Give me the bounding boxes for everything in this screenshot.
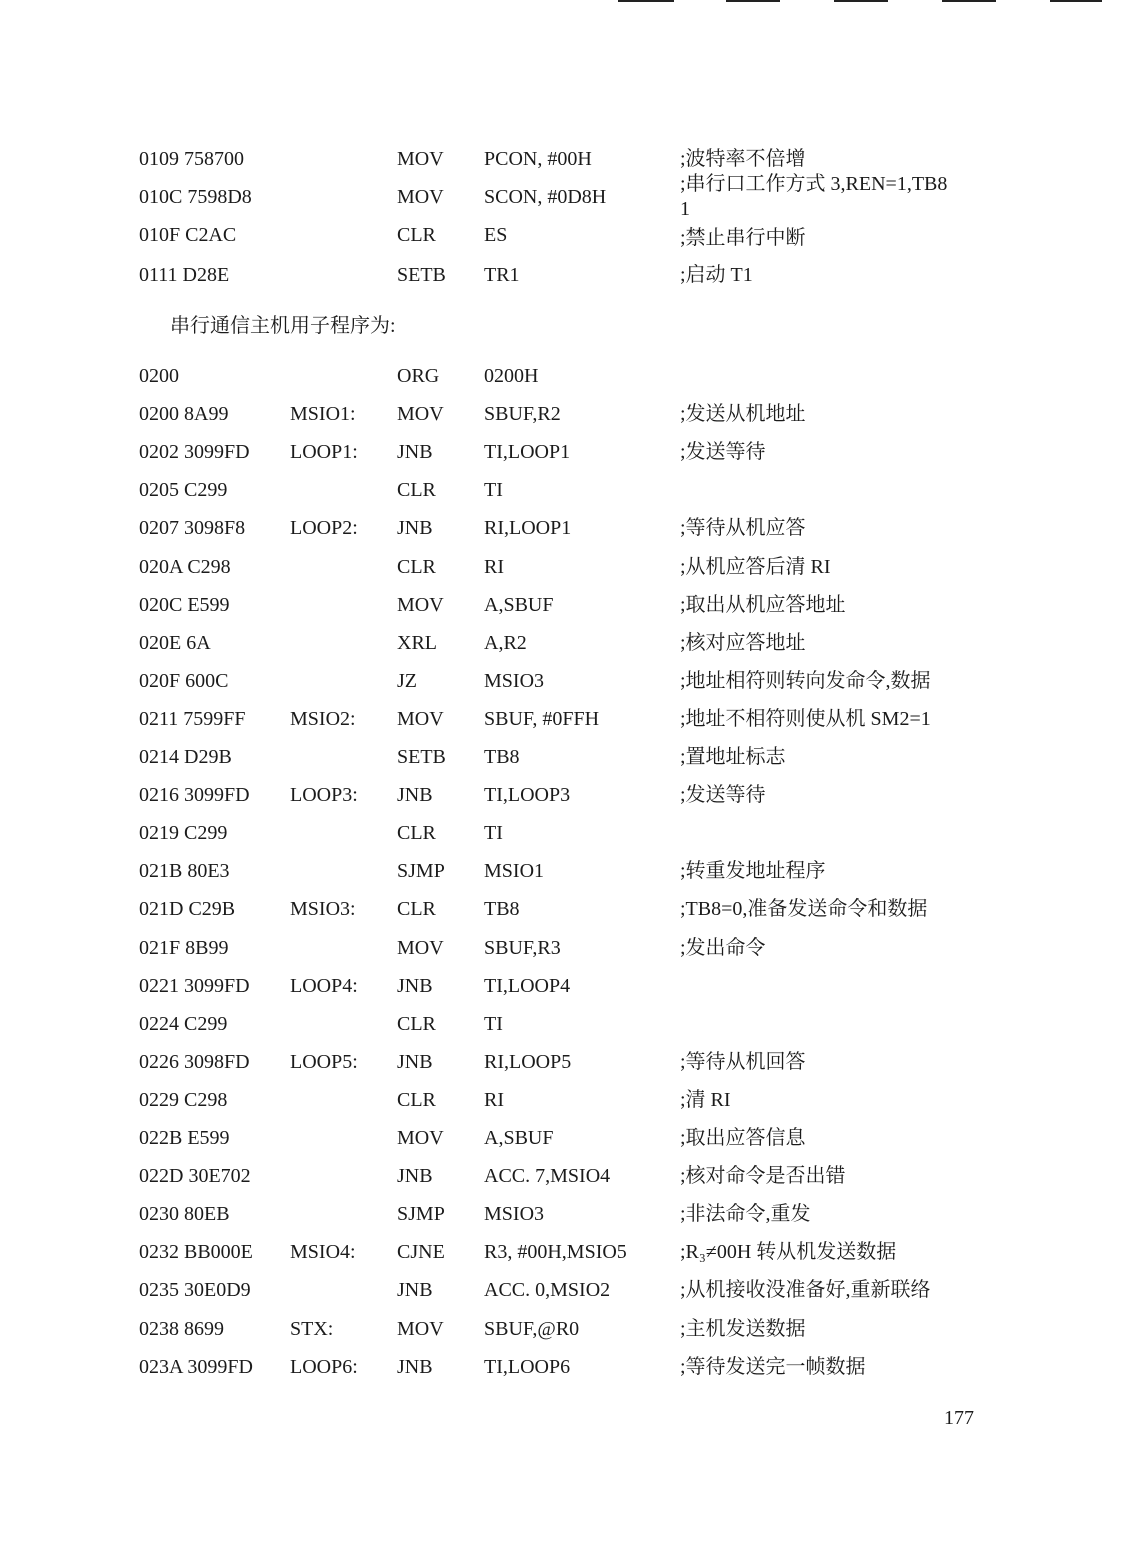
opcode: CLR [397, 224, 436, 246]
operands: RI,LOOP5 [484, 1051, 572, 1073]
comment: ;取出从机应答地址 [680, 594, 846, 616]
address: 020F 600C [139, 670, 229, 692]
opcode: CJNE [397, 1241, 445, 1263]
opcode: MOV [397, 186, 444, 208]
label: MSIO1: [290, 403, 356, 425]
operands: SBUF,@R0 [484, 1318, 580, 1340]
comment: ;TB8=0,准备发送命令和数据 [680, 898, 928, 920]
address: 0238 8699 [139, 1318, 224, 1340]
opcode: JNB [397, 784, 433, 806]
operands: MSIO3 [484, 670, 545, 692]
address: 0200 [139, 365, 179, 387]
opcode: MOV [397, 708, 444, 730]
page-number: 177 [944, 1407, 974, 1429]
opcode: SJMP [397, 860, 445, 882]
comment: ;禁止串行中断 [680, 227, 806, 249]
address: 0214 D29B [139, 746, 232, 768]
address: 0235 30E0D9 [139, 1279, 251, 1301]
label: MSIO2: [290, 708, 356, 730]
opcode: MOV [397, 594, 444, 616]
opcode: SETB [397, 264, 446, 286]
opcode: MOV [397, 1318, 444, 1340]
operands: A,R2 [484, 632, 527, 654]
address: 020A C298 [139, 556, 231, 578]
comment: ;取出应答信息 [680, 1127, 806, 1149]
address: 0211 7599FF [139, 708, 246, 730]
comment: ;发送等待 [680, 441, 766, 463]
address: 0232 BB000E [139, 1241, 253, 1263]
comment: ;置地址标志 [680, 746, 786, 768]
comment: ;地址相符则转向发命令,数据 [680, 670, 931, 692]
comment-line: ;串行口工作方式 3,REN=1,TB8 [680, 173, 948, 195]
opcode: CLR [397, 1013, 436, 1035]
address: 021B 80E3 [139, 860, 230, 882]
opcode: JNB [397, 441, 433, 463]
opcode: CLR [397, 822, 436, 844]
operands: ES [484, 224, 508, 246]
operands: SBUF, #0FFH [484, 708, 600, 730]
comment: ;发送等待 [680, 784, 766, 806]
operands: A,SBUF [484, 1127, 554, 1149]
address: 0229 C298 [139, 1089, 228, 1111]
comment: ;非法命令,重发 [680, 1203, 811, 1225]
address: 020E 6A [139, 632, 211, 654]
opcode: MOV [397, 1127, 444, 1149]
operands: RI [484, 556, 504, 578]
address: 010F C2AC [139, 224, 237, 246]
opcode: SJMP [397, 1203, 445, 1225]
comment: ;从机接收没准备好,重新联络 [680, 1279, 931, 1301]
operands: TI [484, 479, 503, 501]
address: 0219 C299 [139, 822, 228, 844]
operands: TR1 [484, 264, 520, 286]
address: 021D C29B [139, 898, 236, 920]
operands: ACC. 7,MSIO4 [484, 1165, 611, 1187]
operands: SBUF,R2 [484, 403, 561, 425]
operands: TI,LOOP6 [484, 1356, 571, 1378]
comment: ;地址不相符则使从机 SM2=1 [680, 708, 931, 730]
operands: SCON, #0D8H [484, 186, 607, 208]
comment: ;从机应答后清 RI [680, 556, 831, 578]
address: 023A 3099FD [139, 1356, 253, 1378]
label: LOOP6: [290, 1356, 358, 1378]
address: 0216 3099FD [139, 784, 250, 806]
comment: ;主机发送数据 [680, 1318, 806, 1340]
intro-paragraph: 串行通信主机用子程序为: [170, 315, 396, 337]
opcode: SETB [397, 746, 446, 768]
comment: ;发送从机地址 [680, 403, 806, 425]
opcode: CLR [397, 1089, 436, 1111]
opcode: ORG [397, 365, 440, 387]
comment-continuation: 1 [680, 198, 690, 220]
opcode: CLR [397, 479, 436, 501]
opcode: JNB [397, 1051, 433, 1073]
opcode: MOV [397, 148, 444, 170]
address: 020C E599 [139, 594, 230, 616]
operands: TB8 [484, 898, 520, 920]
address: 0230 80EB [139, 1203, 230, 1225]
header-rule-3 [834, 0, 888, 2]
comment: ;清 RI [680, 1089, 731, 1111]
address: 021F 8B99 [139, 937, 229, 959]
header-rule-5 [1050, 0, 1102, 2]
opcode: CLR [397, 898, 436, 920]
opcode: MOV [397, 403, 444, 425]
comment: ;等待从机应答 [680, 517, 806, 539]
operands: R3, #00H,MSIO5 [484, 1241, 627, 1263]
label: LOOP4: [290, 975, 358, 997]
opcode: JNB [397, 1279, 433, 1301]
opcode: XRL [397, 632, 437, 654]
operands: RI,LOOP1 [484, 517, 572, 539]
header-rule-4 [942, 0, 996, 2]
opcode: JNB [397, 517, 433, 539]
address: 0109 758700 [139, 148, 244, 170]
comment: ;等待从机回答 [680, 1051, 806, 1073]
comment: ;等待发送完一帧数据 [680, 1356, 866, 1378]
comment: ;波特率不倍增 [680, 148, 806, 170]
address: 010C 7598D8 [139, 186, 252, 208]
comment: ;核对应答地址 [680, 632, 806, 654]
label: MSIO3: [290, 898, 356, 920]
operands: A,SBUF [484, 594, 554, 616]
label: STX: [290, 1318, 334, 1340]
comment: ;R₃≠00H 转从机发送数据 [680, 1241, 897, 1263]
operands: MSIO1 [484, 860, 545, 882]
operands: TI,LOOP4 [484, 975, 571, 997]
operands: 0200H [484, 365, 539, 387]
address: 0207 3098F8 [139, 517, 246, 539]
address: 0224 C299 [139, 1013, 228, 1035]
label: LOOP2: [290, 517, 358, 539]
header-rule-1 [618, 0, 674, 2]
operands: ACC. 0,MSIO2 [484, 1279, 611, 1301]
operands: TI [484, 822, 503, 844]
comment: ;转重发地址程序 [680, 860, 826, 882]
address: 0202 3099FD [139, 441, 250, 463]
address: 0226 3098FD [139, 1051, 250, 1073]
comment [680, 169, 947, 219]
opcode: MOV [397, 937, 444, 959]
address: 022D 30E702 [139, 1165, 251, 1187]
opcode: JNB [397, 1356, 433, 1378]
operands: TI [484, 1013, 503, 1035]
comment: ;启动 T1 [680, 264, 753, 286]
label: LOOP3: [290, 784, 358, 806]
label: LOOP1: [290, 441, 358, 463]
operands: RI [484, 1089, 504, 1111]
comment: ;发出命令 [680, 937, 766, 959]
operands: TB8 [484, 746, 520, 768]
operands: SBUF,R3 [484, 937, 561, 959]
address: 0205 C299 [139, 479, 228, 501]
opcode: JNB [397, 975, 433, 997]
address: 0221 3099FD [139, 975, 250, 997]
opcode: CLR [397, 556, 436, 578]
address: 0111 D28E [139, 264, 230, 286]
operands: TI,LOOP3 [484, 784, 571, 806]
label: LOOP5: [290, 1051, 358, 1073]
comment: ;核对命令是否出错 [680, 1165, 846, 1187]
label: MSIO4: [290, 1241, 356, 1263]
address: 022B E599 [139, 1127, 230, 1149]
operands: TI,LOOP1 [484, 441, 571, 463]
address: 0200 8A99 [139, 403, 229, 425]
opcode: JZ [397, 670, 417, 692]
opcode: JNB [397, 1165, 433, 1187]
header-rule-2 [726, 0, 780, 2]
operands: PCON, #00H [484, 148, 592, 170]
operands: MSIO3 [484, 1203, 545, 1225]
